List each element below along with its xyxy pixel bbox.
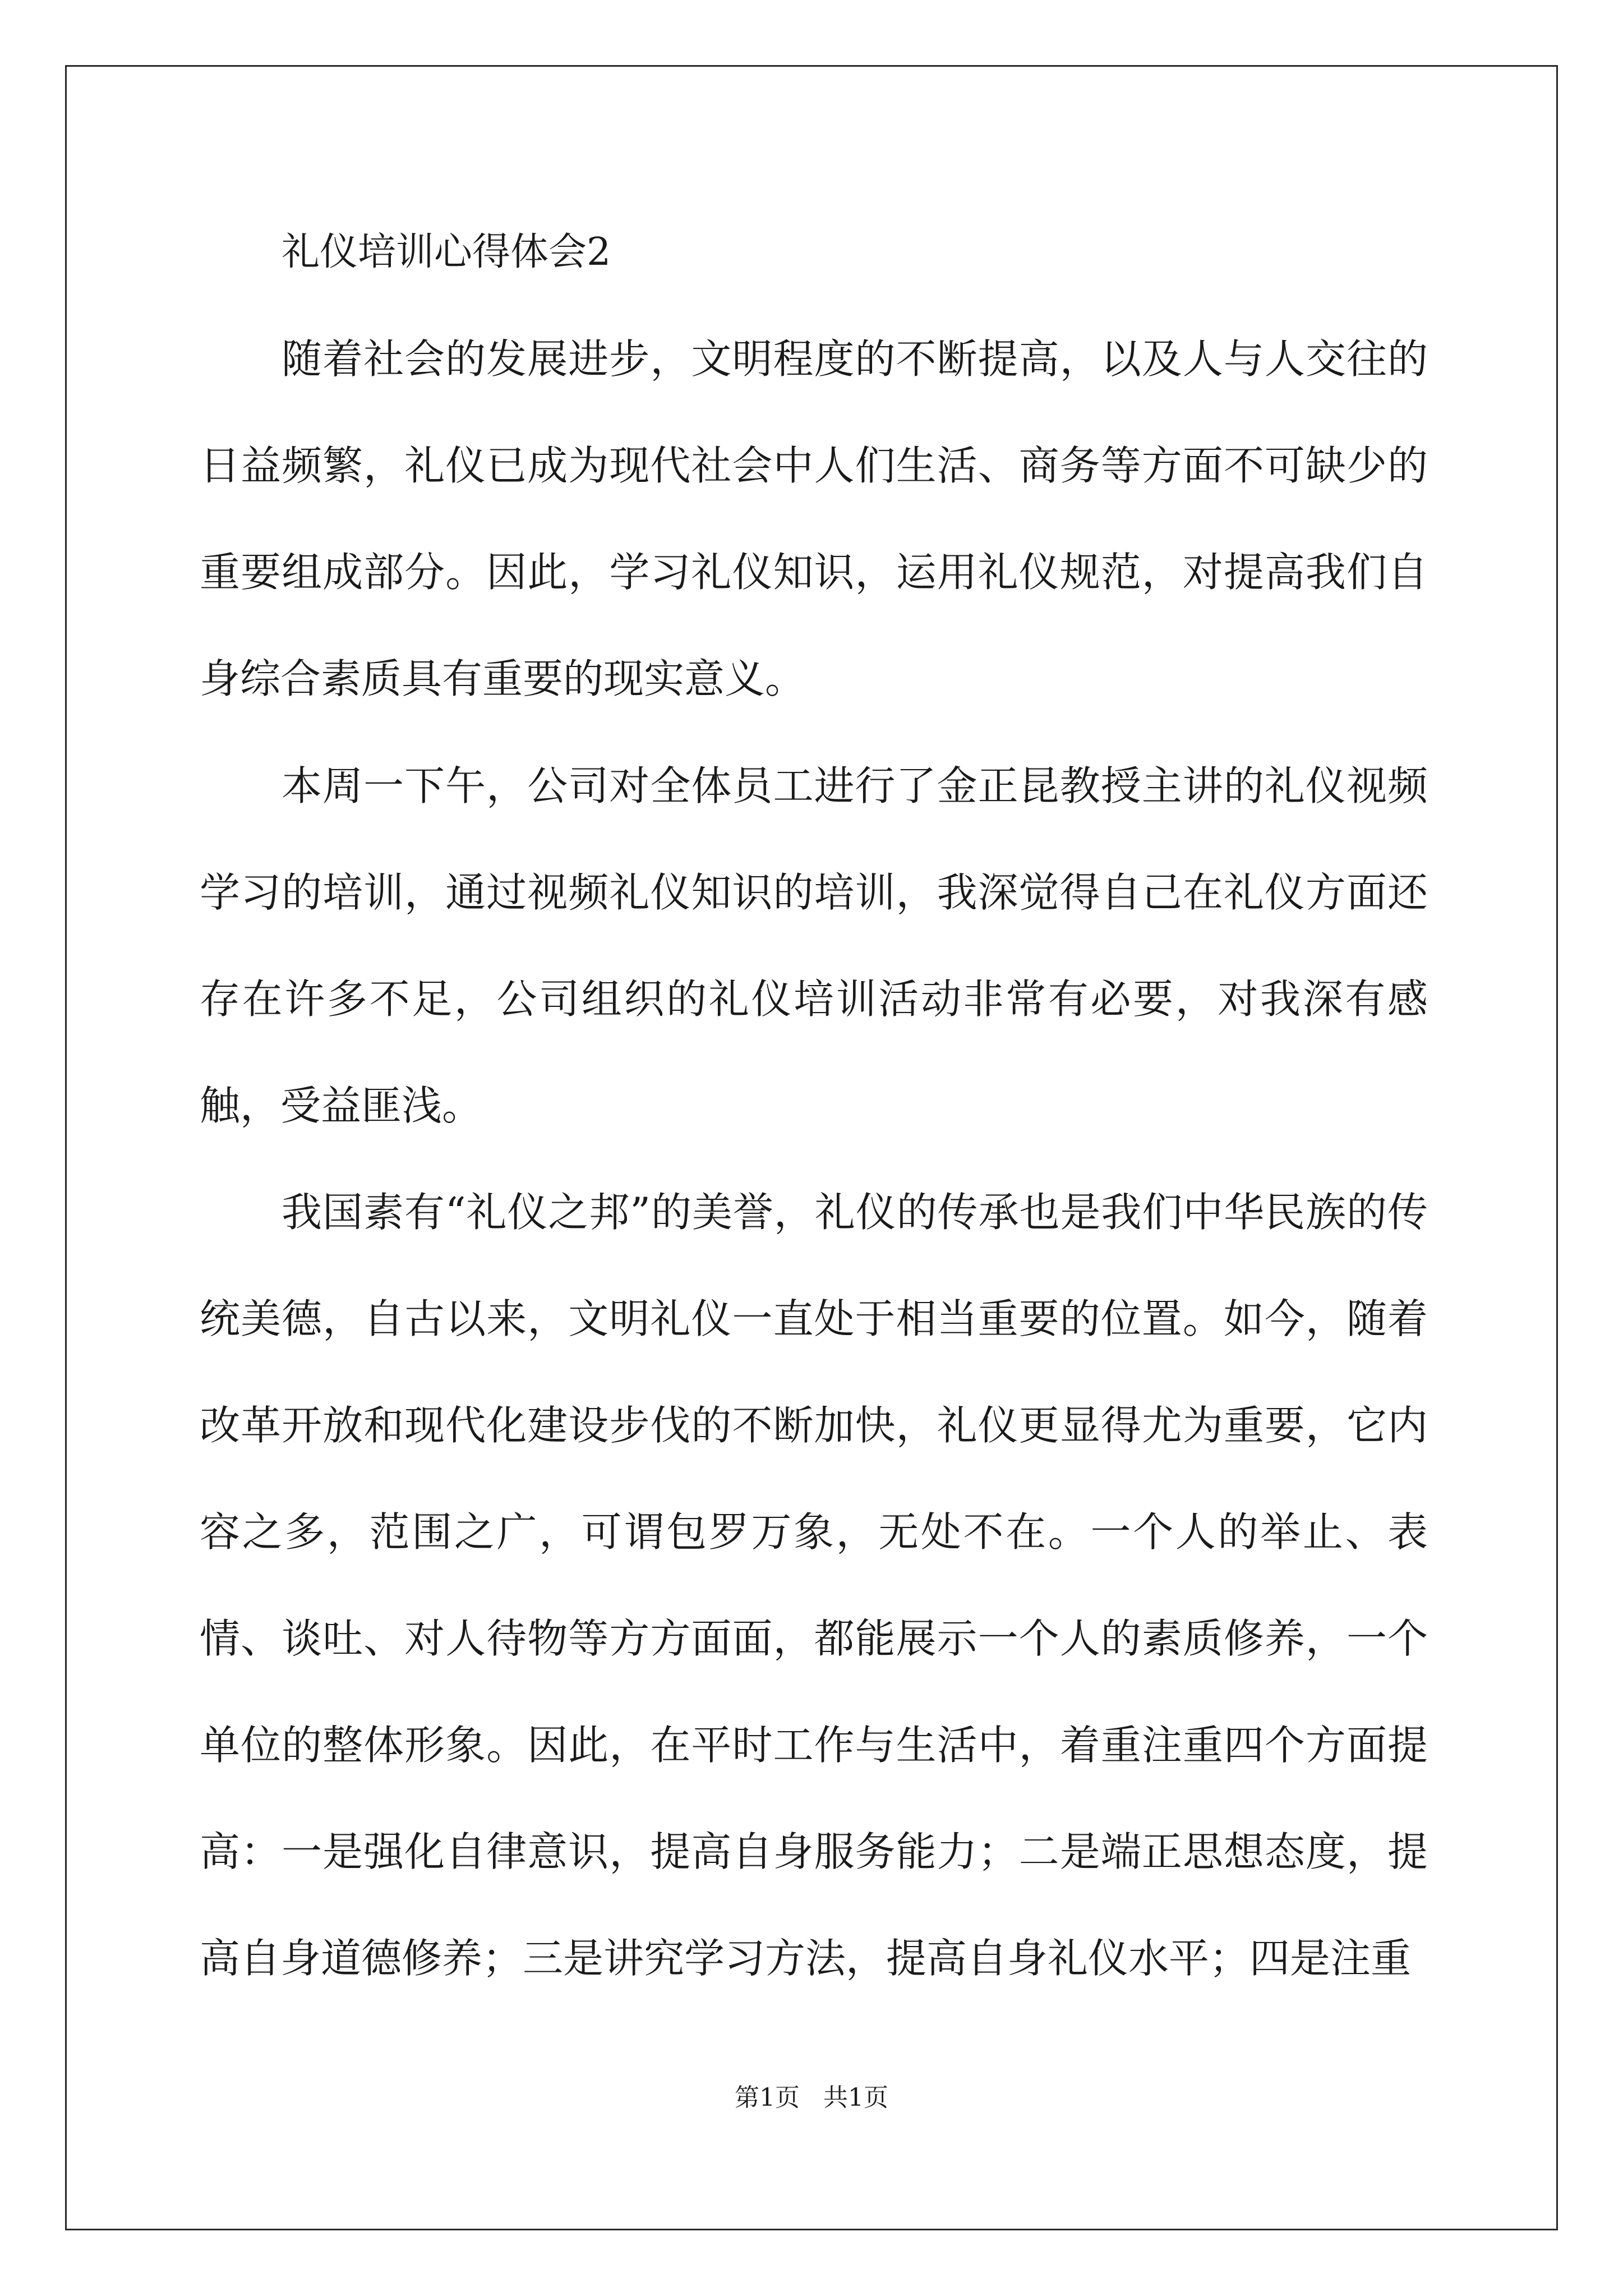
page-number-footer: 第1页 共1页 (735, 2083, 888, 2112)
paragraph-1: 随着社会的发展进步，文明程度的不断提高，以及人与人交往的日益频繁，礼仪已成为现代社会中人们生活、商务等方面不可缺少的重要组成部分。因此，学习礼仪知识，运用礼仪规范，对提高我们自身综合素质具有重要的现实意义。 (200, 335, 1428, 702)
document-title: 礼仪培训心得体会2 (282, 230, 611, 274)
paragraph-2: 本周一下午，公司对全体员工进行了金正昆教授主讲的礼仪视频学习的培训，通过视频礼仪知识的培训，我深觉得自己在礼仪方面还存在许多不足，公司组织的礼仪培训活动非常有必要，对我深有感触，受益匪浅。 (200, 762, 1428, 1129)
paragraph-3: 我国素有“礼仪之邦”的美誉，礼仪的传承也是我们中华民族的传统美德，自古以来，文明礼仪一直处于相当重要的位置。如今，随着改革开放和现代化建设步伐的不断加快，礼仪更显得尤为重要，它内容之多，范围之广，可谓包罗万象，无处不在。一个人的举止、表情、谈吐、对人待物等方方面面，都能展示一个人的素质修养，一个单位的整体形象。因此，在平时工作与生活中，着重注重四个方面提高：一是强化自律意识，提高自身服务能力；二是端正思想态度，提高自身道德修养；三是讲究学习方法，提高自身礼仪水平；四是注重 (200, 1189, 1428, 1982)
